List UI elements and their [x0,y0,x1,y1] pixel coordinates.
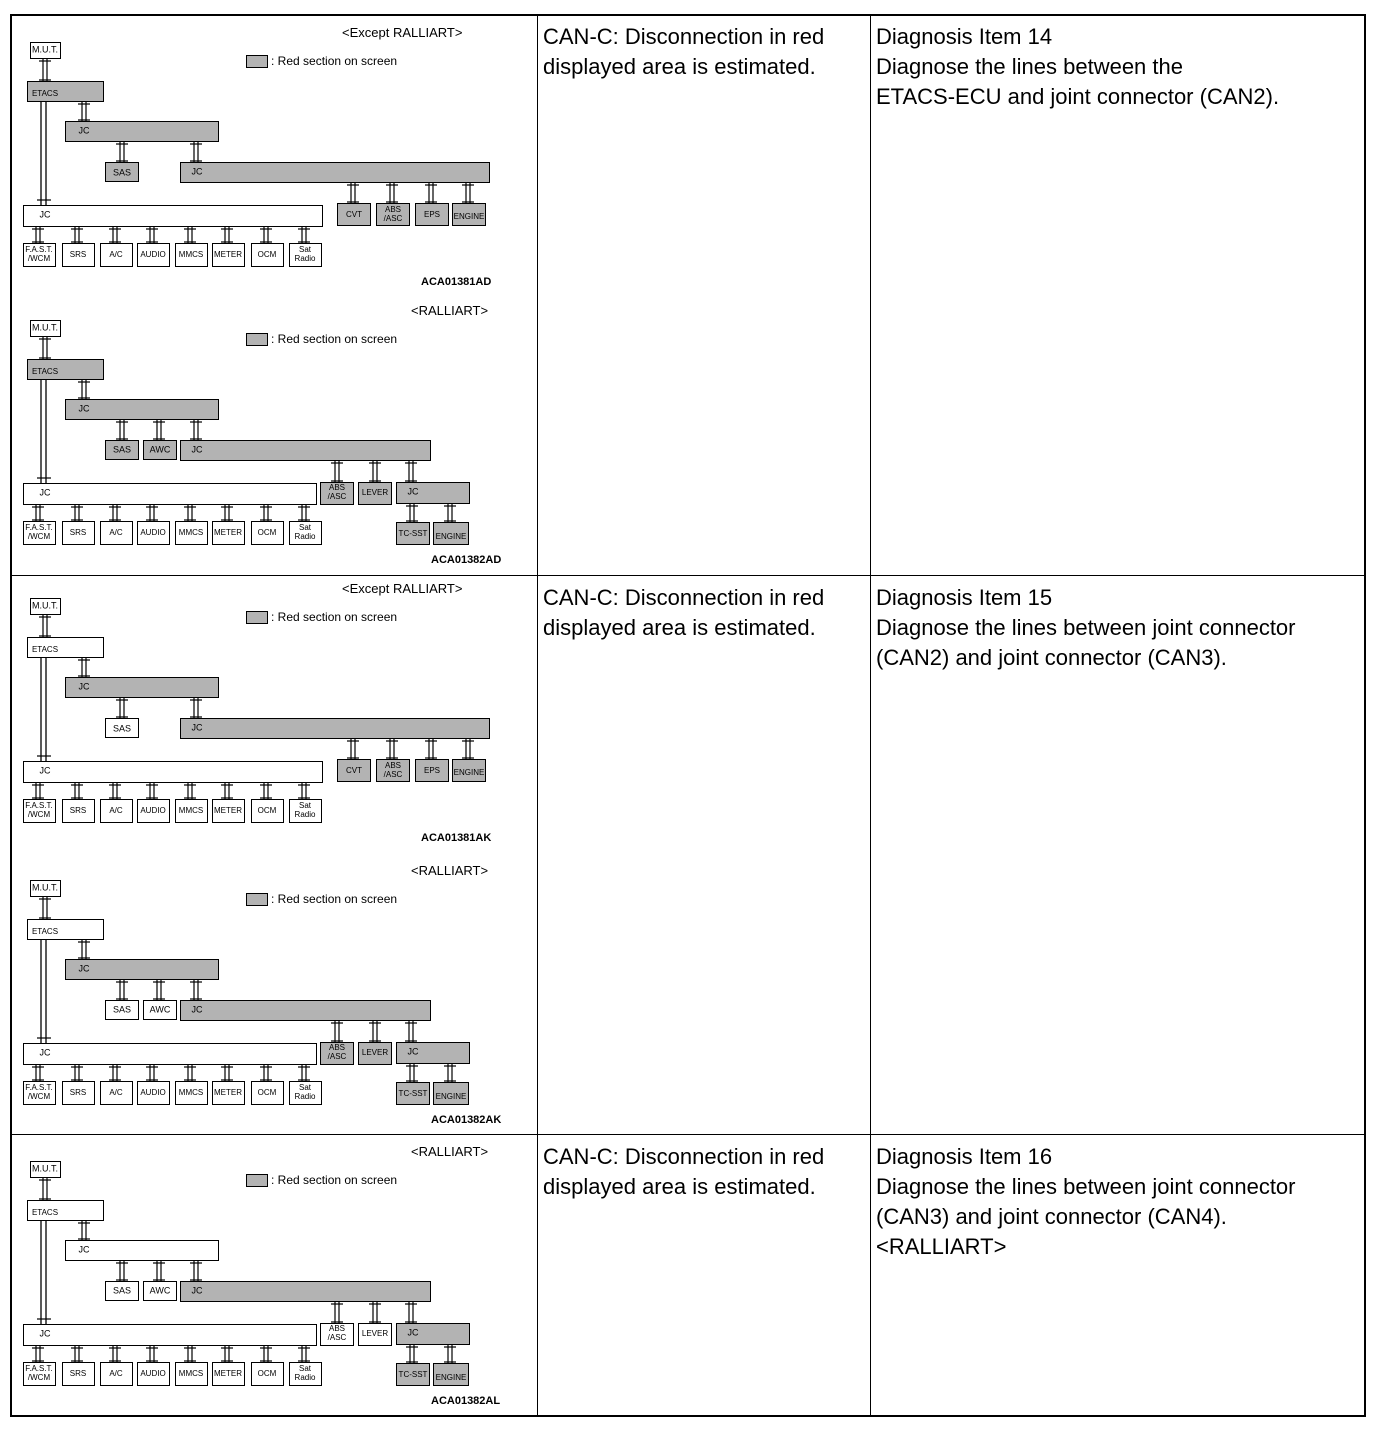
ecu-label-2: A/C [109,250,123,260]
diagnosis-text-line-0: Diagnosis Item 16 [876,1144,1053,1169]
jc1-label: JC [78,1244,90,1255]
can-network-diagram [15,300,530,570]
abs-label-a: ABS [384,205,402,215]
can-network-diagram [15,1141,530,1411]
ecu-label-5: METER [214,1369,242,1379]
table-border-right [1364,14,1366,1417]
tcsst-label: TC-SST [398,1089,428,1099]
eps-label: EPS [423,766,441,776]
ecu-label-7-a: Sat [298,245,312,255]
ecu-label-2: A/C [109,1369,123,1379]
jc-bottom-box [23,205,323,227]
sas-label: SAS [112,1004,132,1015]
awc-label: AWC [149,444,171,455]
etacs-label: ETACS [31,89,59,99]
condition-text-line-1: displayed area is estimated. [543,1174,816,1199]
jc-bottom-box [23,483,317,505]
jc2-label: JC [191,1004,203,1015]
diagnosis-text-line-0: Diagnosis Item 14 [876,24,1053,49]
jc3-label: JC [407,1327,419,1338]
ecu-label-4: MMCS [178,250,204,260]
ecu-label-3: AUDIO [140,1369,166,1379]
ecu-label-7-b: Radio [294,1373,316,1383]
panel-header: <RALLIART> [411,863,489,878]
ecu-label-4: MMCS [178,528,204,538]
tcsst-label: TC-SST [398,529,428,539]
ecu-label-0-b: /WCM [27,810,51,820]
legend-text: : Red section on screen [271,1173,398,1187]
ecu-label-1: SRS [69,528,87,538]
ecu-label-4: MMCS [178,1088,204,1098]
jc-bottom-label: JC [39,209,51,220]
ecu-label-6: OCM [257,806,277,816]
condition-text-line-1: displayed area is estimated. [543,615,816,640]
ecu-label-5: METER [214,250,242,260]
diagnosis-text-line-0: Diagnosis Item 15 [876,585,1053,610]
legend-text: : Red section on screen [271,54,398,68]
etacs-label: ETACS [31,645,59,655]
can-network-diagram [15,860,530,1130]
jc2-label: JC [191,1285,203,1296]
ecu-label-0-b: /WCM [27,532,51,542]
ecu-label-1: SRS [69,250,87,260]
sas-label: SAS [112,1285,132,1296]
jc3-label: JC [407,1046,419,1057]
mut-label: M.U.T. [32,322,58,333]
ecu-label-6: OCM [257,528,277,538]
lever-label: LEVER [361,488,389,498]
ecu-label-0-b: /WCM [27,1373,51,1383]
diagnosis-text-line-2: (CAN3) and joint connector (CAN4). [876,1204,1227,1229]
jc2-box [180,162,490,183]
ecu-label-0-a: F.A.S.T. [25,801,53,811]
sas-label: SAS [112,444,132,455]
ecu-label-2: A/C [109,806,123,816]
abs-label-b: /ASC [327,1333,347,1343]
ecu-label-1: SRS [69,806,87,816]
table-border-bottom [10,1415,1366,1417]
ecu-label-2: A/C [109,1088,123,1098]
sas-label: SAS [112,723,132,734]
table-border-left [10,14,12,1417]
jc2-label: JC [191,722,203,733]
table-border-top [10,14,1366,16]
cvt-label: CVT [346,210,362,220]
panel-header: <RALLIART> [411,1144,489,1159]
jc-bottom-label: JC [39,487,51,498]
mut-label: M.U.T. [32,882,58,893]
ecu-label-6: OCM [257,1369,277,1379]
ecu-label-7-b: Radio [294,254,316,264]
jc-bottom-box [23,1043,317,1065]
engine-label: ENGINE [435,532,467,542]
ecu-label-7-a: Sat [298,1364,312,1374]
legend-swatch [246,611,268,624]
condition-text-line-0: CAN-C: Disconnection in red [543,1144,825,1169]
figure-code: ACA01382AL [431,1395,501,1407]
engine-label: ENGINE [435,1373,467,1383]
ecu-label-3: AUDIO [140,806,166,816]
ecu-label-2: A/C [109,528,123,538]
ecu-label-7-b: Radio [294,810,316,820]
row-divider-2 [10,1134,1366,1135]
abs-label-b: /ASC [383,770,403,780]
panel-header: <Except RALLIART> [342,581,463,596]
jc2-label: JC [191,166,203,177]
jc1-label: JC [78,403,90,414]
ecu-label-3: AUDIO [140,528,166,538]
figure-code: ACA01381AK [421,832,492,844]
diagnosis-text-line-1: Diagnose the lines between joint connector [876,615,1296,640]
jc-bottom-box [23,761,323,783]
jc2-label: JC [191,444,203,455]
ecu-label-0-b: /WCM [27,1092,51,1102]
ecu-label-7-b: Radio [294,1092,316,1102]
ecu-label-4: MMCS [178,806,204,816]
diagnosis-text-line-1: Diagnose the lines between joint connector [876,1174,1296,1199]
ecu-label-3: AUDIO [140,1088,166,1098]
panel-header: <Except RALLIART> [342,25,463,40]
ecu-label-7-b: Radio [294,532,316,542]
jc-bottom-box [23,1324,317,1346]
jc2-box [180,1000,431,1021]
column-divider-2 [870,14,871,1417]
ecu-label-0-a: F.A.S.T. [25,1083,53,1093]
ecu-label-1: SRS [69,1369,87,1379]
figure-code: ACA01382AD [431,554,502,566]
legend-text: : Red section on screen [271,332,398,346]
legend-swatch [246,893,268,906]
eps-label: EPS [423,210,441,220]
engine-label: ENGINE [435,1092,467,1102]
can-network-diagram [15,22,530,292]
ecu-label-0-a: F.A.S.T. [25,523,53,533]
condition-text-line-1: displayed area is estimated. [543,54,816,79]
diagnosis-text-line-3: <RALLIART> [876,1234,1007,1259]
figure-code: ACA01382AK [431,1114,502,1126]
legend-text: : Red section on screen [271,610,398,624]
jc2-box [180,718,490,739]
mut-label: M.U.T. [32,44,58,55]
column-divider-1 [537,14,538,1417]
tcsst-label: TC-SST [398,1370,428,1380]
ecu-label-1: SRS [69,1088,87,1098]
ecu-label-5: METER [214,1088,242,1098]
row-divider-1 [10,575,1366,576]
can-network-diagram [15,578,530,848]
ecu-label-5: METER [214,806,242,816]
abs-label-a: ABS [328,1324,346,1334]
lever-label: LEVER [361,1329,389,1339]
ecu-label-5: METER [214,528,242,538]
ecu-label-7-a: Sat [298,1083,312,1093]
diagnosis-text-line-2: ETACS-ECU and joint connector (CAN2). [876,84,1280,109]
condition-text-line-0: CAN-C: Disconnection in red [543,24,825,49]
ecu-label-0-b: /WCM [27,254,51,264]
ecu-label-3: AUDIO [140,250,166,260]
ecu-label-0-a: F.A.S.T. [25,245,53,255]
jc1-label: JC [78,125,90,136]
awc-label: AWC [149,1285,171,1296]
legend-swatch [246,55,268,68]
ecu-label-6: OCM [257,250,277,260]
mut-label: M.U.T. [32,600,58,611]
panel-header: <RALLIART> [411,303,489,318]
cvt-label: CVT [346,766,362,776]
etacs-label: ETACS [31,927,59,937]
jc-bottom-label: JC [39,1047,51,1058]
jc-bottom-label: JC [39,765,51,776]
jc3-label: JC [407,486,419,497]
jc2-box [180,1281,431,1302]
engine-label: ENGINE [453,212,485,222]
abs-label-b: /ASC [383,214,403,224]
awc-label: AWC [149,1004,171,1015]
mut-label: M.U.T. [32,1163,58,1174]
abs-label-b: /ASC [327,492,347,502]
jc1-label: JC [78,963,90,974]
ecu-label-0-a: F.A.S.T. [25,1364,53,1374]
etacs-label: ETACS [31,367,59,377]
ecu-label-4: MMCS [178,1369,204,1379]
ecu-label-7-a: Sat [298,523,312,533]
etacs-label: ETACS [31,1208,59,1218]
jc1-label: JC [78,681,90,692]
abs-label-a: ABS [384,761,402,771]
engine-label: ENGINE [453,768,485,778]
diagnosis-text-line-2: (CAN2) and joint connector (CAN3). [876,645,1227,670]
legend-text: : Red section on screen [271,892,398,906]
legend-swatch [246,1174,268,1187]
jc2-box [180,440,431,461]
abs-label-a: ABS [328,1043,346,1053]
legend-swatch [246,333,268,346]
figure-code: ACA01381AD [421,276,492,288]
ecu-label-7-a: Sat [298,801,312,811]
sas-label: SAS [112,167,132,178]
abs-label-a: ABS [328,483,346,493]
jc-bottom-label: JC [39,1328,51,1339]
condition-text-line-0: CAN-C: Disconnection in red [543,585,825,610]
abs-label-b: /ASC [327,1052,347,1062]
ecu-label-6: OCM [257,1088,277,1098]
diagnosis-text-line-1: Diagnose the lines between the [876,54,1183,79]
lever-label: LEVER [361,1048,389,1058]
